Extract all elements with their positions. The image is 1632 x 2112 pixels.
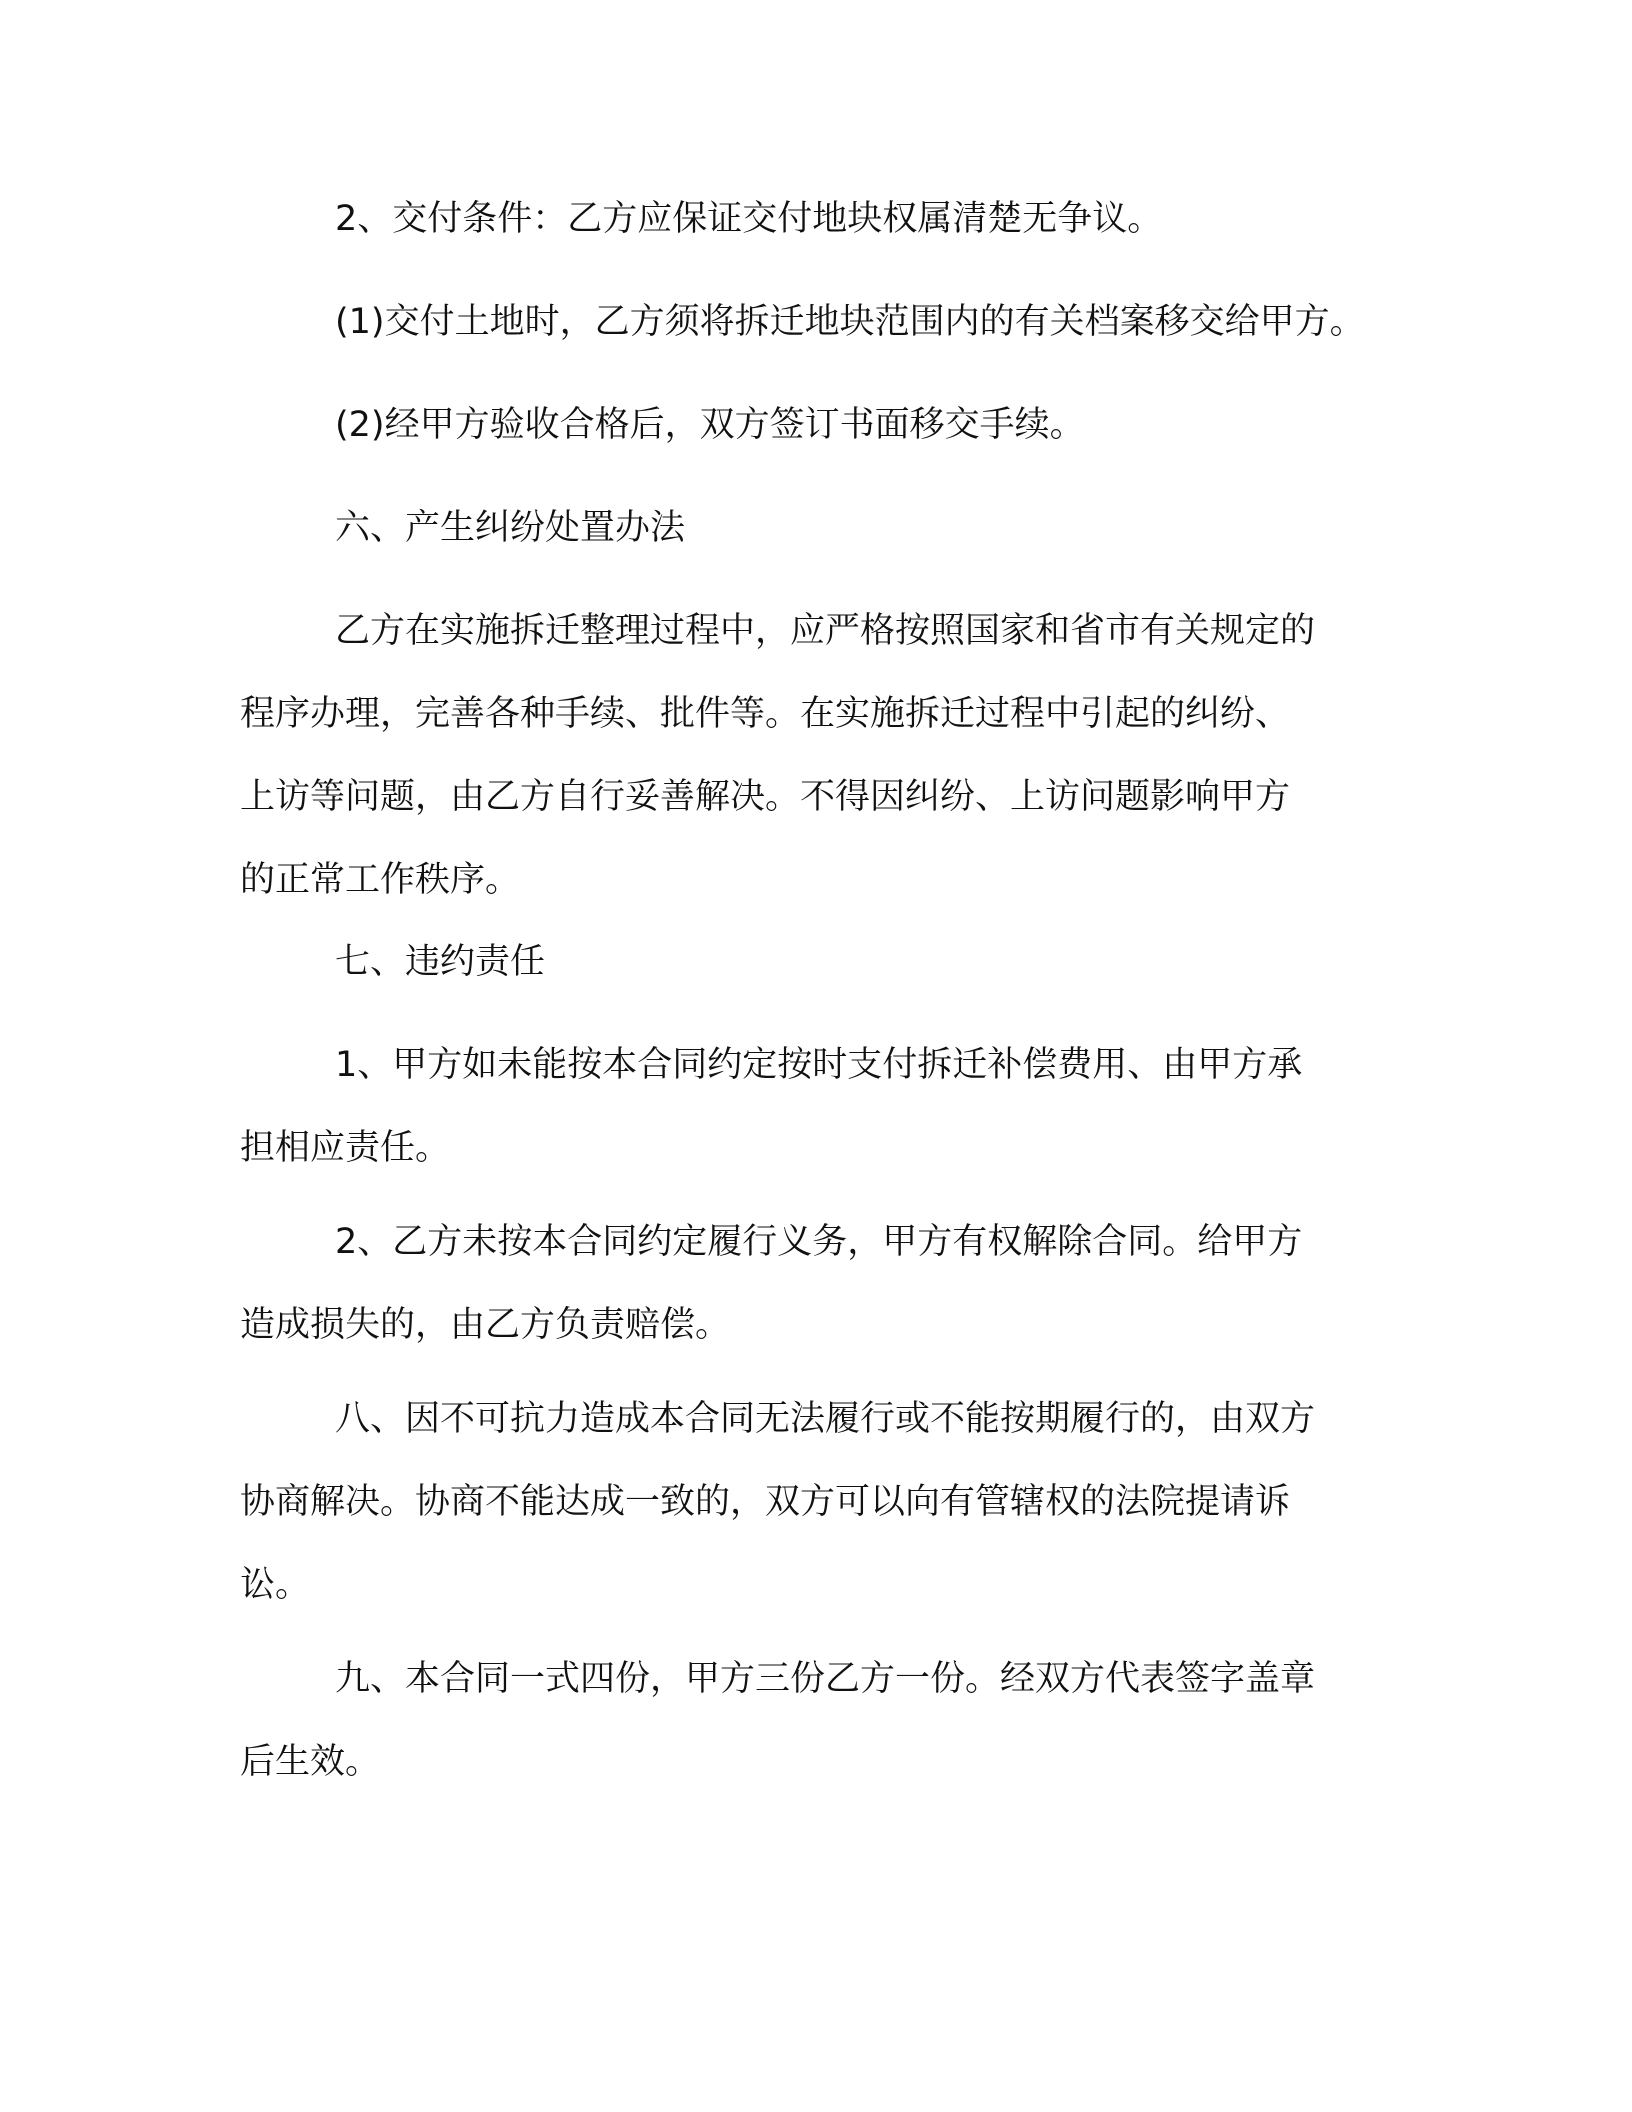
- text-line: 讼。: [240, 1565, 311, 1605]
- paragraph-copies-and-effect: [240, 1638, 1390, 1804]
- text-line: 协商解决。协商不能达成一致的，双方可以向有管辖权的法院提请诉: [240, 1482, 1291, 1522]
- text-line: 乙方在实施拆迁整理过程中，应严格按照国家和省市有关规定的: [335, 611, 1316, 651]
- paragraph-delivery-item-1: [240, 281, 1390, 364]
- section-heading-disputes: [240, 487, 1390, 570]
- paragraph-delivery-item-2: [240, 384, 1390, 467]
- text-line: 2、乙方未按本合同约定履行义务，甲方有权解除合同。给甲方: [335, 1222, 1303, 1262]
- text-line: (2)经甲方验收合格后，双方签订书面移交手续。: [335, 405, 1085, 445]
- paragraph-force-majeure: [240, 1378, 1390, 1627]
- paragraph-delivery-conditions: [240, 178, 1390, 261]
- text-line: 九、本合同一式四份，甲方三份乙方一份。经双方代表签字盖章: [335, 1659, 1316, 1699]
- text-line: 1、甲方如未能按本合同约定按时支付拆迁补偿费用、由甲方承: [335, 1045, 1303, 1085]
- text-line: 八、因不可抗力造成本合同无法履行或不能按期履行的，由双方: [335, 1399, 1316, 1439]
- paragraph-disputes-body: [240, 590, 1390, 922]
- text-line: 后生效。: [240, 1742, 381, 1782]
- paragraph-liability-item-2: [240, 1201, 1390, 1367]
- text-line: 造成损失的，由乙方负责赔偿。: [240, 1305, 731, 1345]
- section-heading-liability: [240, 921, 1390, 1004]
- paragraph-liability-item-1: [240, 1024, 1390, 1190]
- text-line: 的正常工作秩序。: [240, 860, 521, 900]
- text-line: 担相应责任。: [240, 1128, 451, 1168]
- text-line: 2、交付条件：乙方应保证交付地块权属清楚无争议。: [335, 199, 1163, 239]
- text-line: 六、产生纠纷处置办法: [335, 508, 686, 548]
- text-line: 七、违约责任: [335, 942, 546, 982]
- text-line: 程序办理，完善各种手续、批件等。在实施拆迁过程中引起的纠纷、: [240, 694, 1291, 734]
- text-line: 上访等问题，由乙方自行妥善解决。不得因纠纷、上访问题影响甲方: [240, 777, 1291, 817]
- text-line: (1)交付土地时，乙方须将拆迁地块范围内的有关档案移交给甲方。: [335, 302, 1365, 342]
